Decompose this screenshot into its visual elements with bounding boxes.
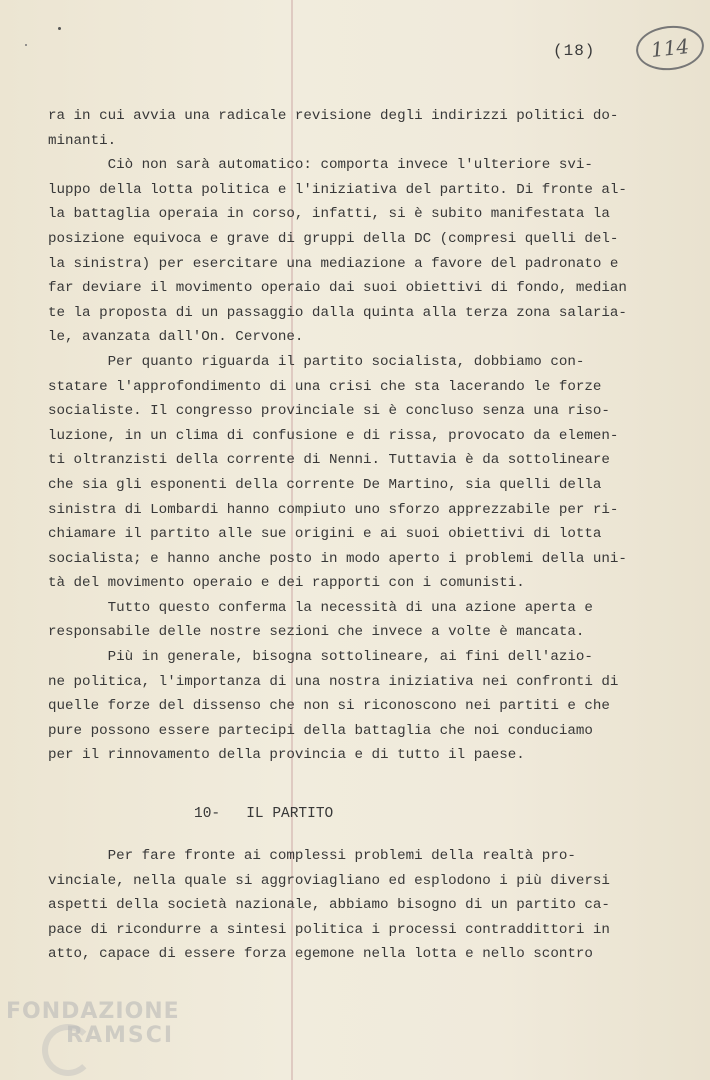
text-line: te la proposta di un passaggio dalla quinta alla terza zona salaria- bbox=[48, 304, 627, 321]
text-line: socialiste. Il congresso provinciale si è concluso senza una riso- bbox=[48, 403, 610, 420]
text-line: luppo della lotta politica e l'iniziativa del partito. Di fronte al- bbox=[48, 181, 627, 198]
text-line: per il rinnovamento della provincia e di tutto il paese. bbox=[48, 747, 525, 764]
text-line: la sinistra) per esercitare una mediazione a favore del padronato e bbox=[48, 255, 619, 272]
text-line: che sia gli esponenti della corrente De Martino, sia quelli della bbox=[48, 476, 602, 493]
text-line: posizione equivoca e grave di gruppi della DC (compresi quelli del- bbox=[48, 230, 619, 247]
ink-speck bbox=[58, 27, 61, 30]
text-line: Più in generale, bisogna sottolineare, ai fini dell'azio- bbox=[48, 649, 593, 666]
body-text-block bbox=[48, 104, 628, 768]
text-line: ra in cui avvia una radicale revisione degli indirizzi politici do- bbox=[48, 108, 619, 124]
text-line: ne politica, l'importanza di una nostra iniziativa nei confronti di bbox=[48, 673, 619, 690]
section-heading: 10- IL PARTITO bbox=[194, 806, 334, 822]
watermark-line-2: RAMSCI bbox=[66, 1023, 175, 1048]
text-line: luzione, in un clima di confusione e di rissa, provocato da elemen- bbox=[48, 427, 619, 444]
text-line: le, avanzata dall'On. Cervone. bbox=[48, 329, 304, 346]
watermark-logo bbox=[6, 1000, 180, 1048]
text-line: statare l'approfondimento di una crisi che sta lacerando le forze bbox=[48, 378, 602, 395]
text-line: ti oltranzisti della corrente di Nenni. Tuttavia è da sottolineare bbox=[48, 452, 610, 469]
text-line: sinistra di Lombardi hanno compiuto uno sforzo apprezzabile per ri- bbox=[48, 501, 619, 518]
ink-speck bbox=[25, 44, 27, 46]
page-number: (18) bbox=[553, 42, 596, 60]
text-line: chiamare il partito alle sue origini e ai suoi obiettivi di lotta bbox=[48, 526, 602, 543]
text-line: pace di ricondurre a sintesi politica i processi contraddittori in bbox=[48, 921, 610, 938]
text-line: la battaglia operaia in corso, infatti, si è subito manifestata la bbox=[48, 206, 610, 223]
text-line: socialista; e hanno anche posto in modo aperto i problemi della uni- bbox=[48, 550, 627, 567]
text-line: Ciò non sarà automatico: comporta invece l'ulteriore svi- bbox=[48, 157, 593, 174]
text-line: vinciale, nella quale si aggroviagliano ed esplodono i più diversi bbox=[48, 872, 610, 889]
watermark-line-1: FONDAZIONE bbox=[6, 999, 180, 1024]
body-text-block-2 bbox=[48, 844, 628, 967]
text-line: responsabile delle nostre sezioni che invece a volte è mancata. bbox=[48, 624, 585, 641]
text-line: quelle forze del dissenso che non si riconoscono nei partiti e che bbox=[48, 698, 610, 715]
text-line: atto, capace di essere forza egemone nella lotta e nello scontro bbox=[48, 946, 593, 963]
text-line: aspetti della società nazionale, abbiamo bisogno di un partito ca- bbox=[48, 897, 610, 914]
text-line: Per quanto riguarda il partito socialista, dobbiamo con- bbox=[48, 353, 585, 370]
text-line: Per fare fronte ai complessi problemi della realtà pro- bbox=[48, 848, 576, 864]
text-line: pure possono essere partecipi della battaglia che noi conduciamo bbox=[48, 722, 593, 739]
text-line: far deviare il movimento operaio dai suoi obiettivi di fondo, median bbox=[48, 280, 627, 297]
text-line: tà del movimento operaio e dei rapporti con i comunisti. bbox=[48, 575, 525, 592]
handwritten-folio-number: 114 bbox=[634, 23, 706, 74]
text-line: Tutto questo conferma la necessità di una azione aperta e bbox=[48, 599, 593, 616]
text-line: minanti. bbox=[48, 132, 117, 149]
watermark-g-icon bbox=[42, 1024, 94, 1076]
